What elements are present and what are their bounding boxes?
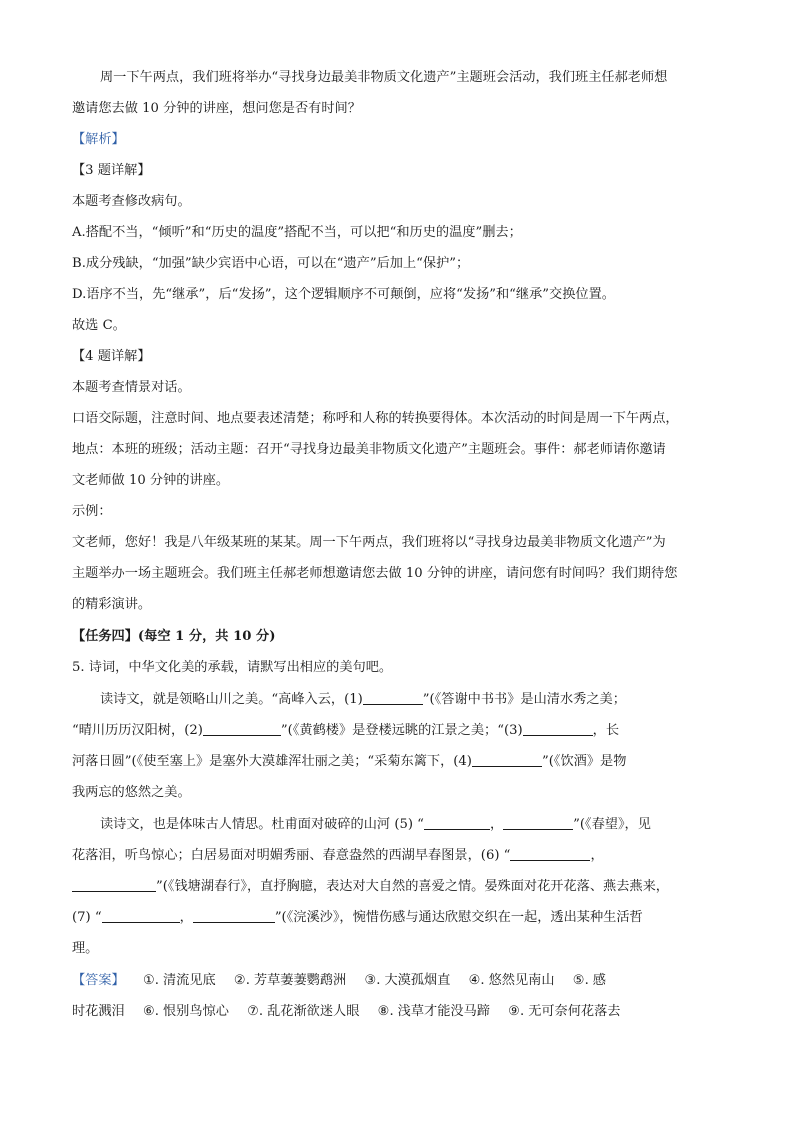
q3-line: A.搭配不当，“倾听”和“历史的温度”搭配不当，可以把“和历史的温度”删去；: [72, 225, 522, 240]
task4-title: 【任务四】(每空 1 分，共 10 分): [72, 629, 276, 644]
answer-item: ③. 大漠孤烟直: [364, 973, 451, 988]
q4-line: 主题举办一场主题班会。我们班主任郝老师想邀请您去做 10 分钟的讲座，请问您有时间吗？我们期待您: [72, 566, 678, 581]
answer-item: ⑥. 恨别鸟惊心: [142, 1004, 229, 1019]
answer-item: ⑤. 感: [572, 973, 606, 988]
q5-stem: 5. 诗词，中华文化美的承载，请默写出相应的美句吧。: [72, 660, 393, 675]
answer-item: ⑨. 无可奈何花落去: [508, 1004, 621, 1019]
q4-line: 口语交际题，注意时间、地点要表述清楚；称呼和人称的转换要得体。本次活动的时间是周一下午两点，: [72, 411, 679, 426]
blank-7b[interactable]: [193, 908, 275, 923]
poem-para1-line: 读诗文，就是领略山川之美。“高峰入云，(1) ”(《答谢中书书》是山清水秀之美；: [100, 692, 626, 707]
q4-line: 本题考查情景对话。: [72, 380, 191, 395]
poem-para2-line: (7) “ ， ”(《浣溪沙》，惋惜伤感与通达欣慰交织在一起，透出某种生活哲: [72, 910, 643, 925]
blank-5b[interactable]: [503, 815, 573, 830]
paragraph-line: 周一下午两点，我们班将举办“寻找身边最美非物质文化遗产”主题班会活动，我们班主任郝老师想: [100, 70, 668, 85]
poem-para1-line: “晴川历历汉阳树，(2) ”(《黄鹤楼》是登楼远眺的江景之美；“(3) ，长: [72, 723, 620, 738]
poem-para2-line: 读诗文，也是体味古人情思。杜甫面对破碎的山河 (5) “ ， ”(《春望》，见: [100, 817, 651, 832]
q4-line: 文老师做 10 分钟的讲座。: [72, 473, 230, 488]
paragraph-line: 邀请您去做 10 分钟的讲座，想问您是否有时间？: [72, 101, 361, 116]
answer-item: ⑧. 浅草才能没马蹄: [377, 1004, 490, 1019]
q3-line: 故选 C。: [72, 318, 126, 333]
analysis-label: 【解析】: [72, 132, 125, 147]
q4-line: 地点：本班的班级；活动主题：召开“寻找身边最美非物质文化遗产”主题班会。事件：郝老师请你邀请: [72, 442, 666, 457]
q3-line: D.语序不当，先“继承”，后“发扬”，这个逻辑顺序不可颠倒，应将“发扬”和“继承”交换位置。: [72, 287, 615, 302]
q4-line: 文老师，您好！我是八年级某班的某某。周一下午两点，我们班将以“寻找身边最美非物质文化遗产”为: [72, 535, 666, 550]
q4-line: 的精彩演讲。: [72, 597, 152, 612]
answer-item: ①. 清流见底: [142, 973, 216, 988]
poem-para2-line: 花落泪，听鸟惊心；白居易面对明媚秀丽、春意盎然的西湖早春图景，(6) “ ，: [72, 848, 604, 863]
q3-heading: 【3 题详解】: [72, 163, 151, 178]
blank-3[interactable]: [523, 721, 593, 736]
blank-6b[interactable]: [72, 877, 156, 892]
poem-para2-line: ”(《钱塘湖春行》，直抒胸臆，表达对大自然的喜爱之情。晏殊面对花开花落、燕去燕来，: [72, 877, 724, 897]
answers-row: [72, 1002, 724, 1022]
q3-line: B.成分残缺，“加强”缺少宾语中心语，可以在“遗产”后加上“保护”；: [72, 256, 470, 271]
q4-heading: 【4 题详解】: [72, 349, 151, 364]
blank-6a[interactable]: [510, 846, 590, 861]
blank-5a[interactable]: [424, 815, 490, 830]
answer-label: 【答案】: [72, 973, 125, 988]
answer-item: 时花溅泪: [72, 1004, 125, 1019]
poem-para1-line: 我两忘的悠然之美。: [72, 785, 191, 800]
q4-line: 示例：: [72, 504, 112, 519]
poem-para1-line: 河落日圆”(《使至塞上》是塞外大漠雄浑壮丽之美；“采菊东篱下，(4) ”(《饮酒》是物: [72, 754, 627, 769]
q3-line: 本题考查修改病句。: [72, 194, 191, 209]
answers-row: [72, 971, 724, 991]
blank-2[interactable]: [203, 721, 281, 736]
blank-7a[interactable]: [102, 908, 180, 923]
poem-para2-line: 理。: [72, 941, 99, 956]
answer-item: ②. 芳草萋萋鹦鹉洲: [233, 973, 347, 988]
blank-1[interactable]: [363, 690, 423, 705]
answer-item: ④. 悠然见南山: [468, 973, 555, 988]
blank-4[interactable]: [472, 752, 542, 767]
answer-item: ⑦. 乱花渐欲迷人眼: [247, 1004, 360, 1019]
